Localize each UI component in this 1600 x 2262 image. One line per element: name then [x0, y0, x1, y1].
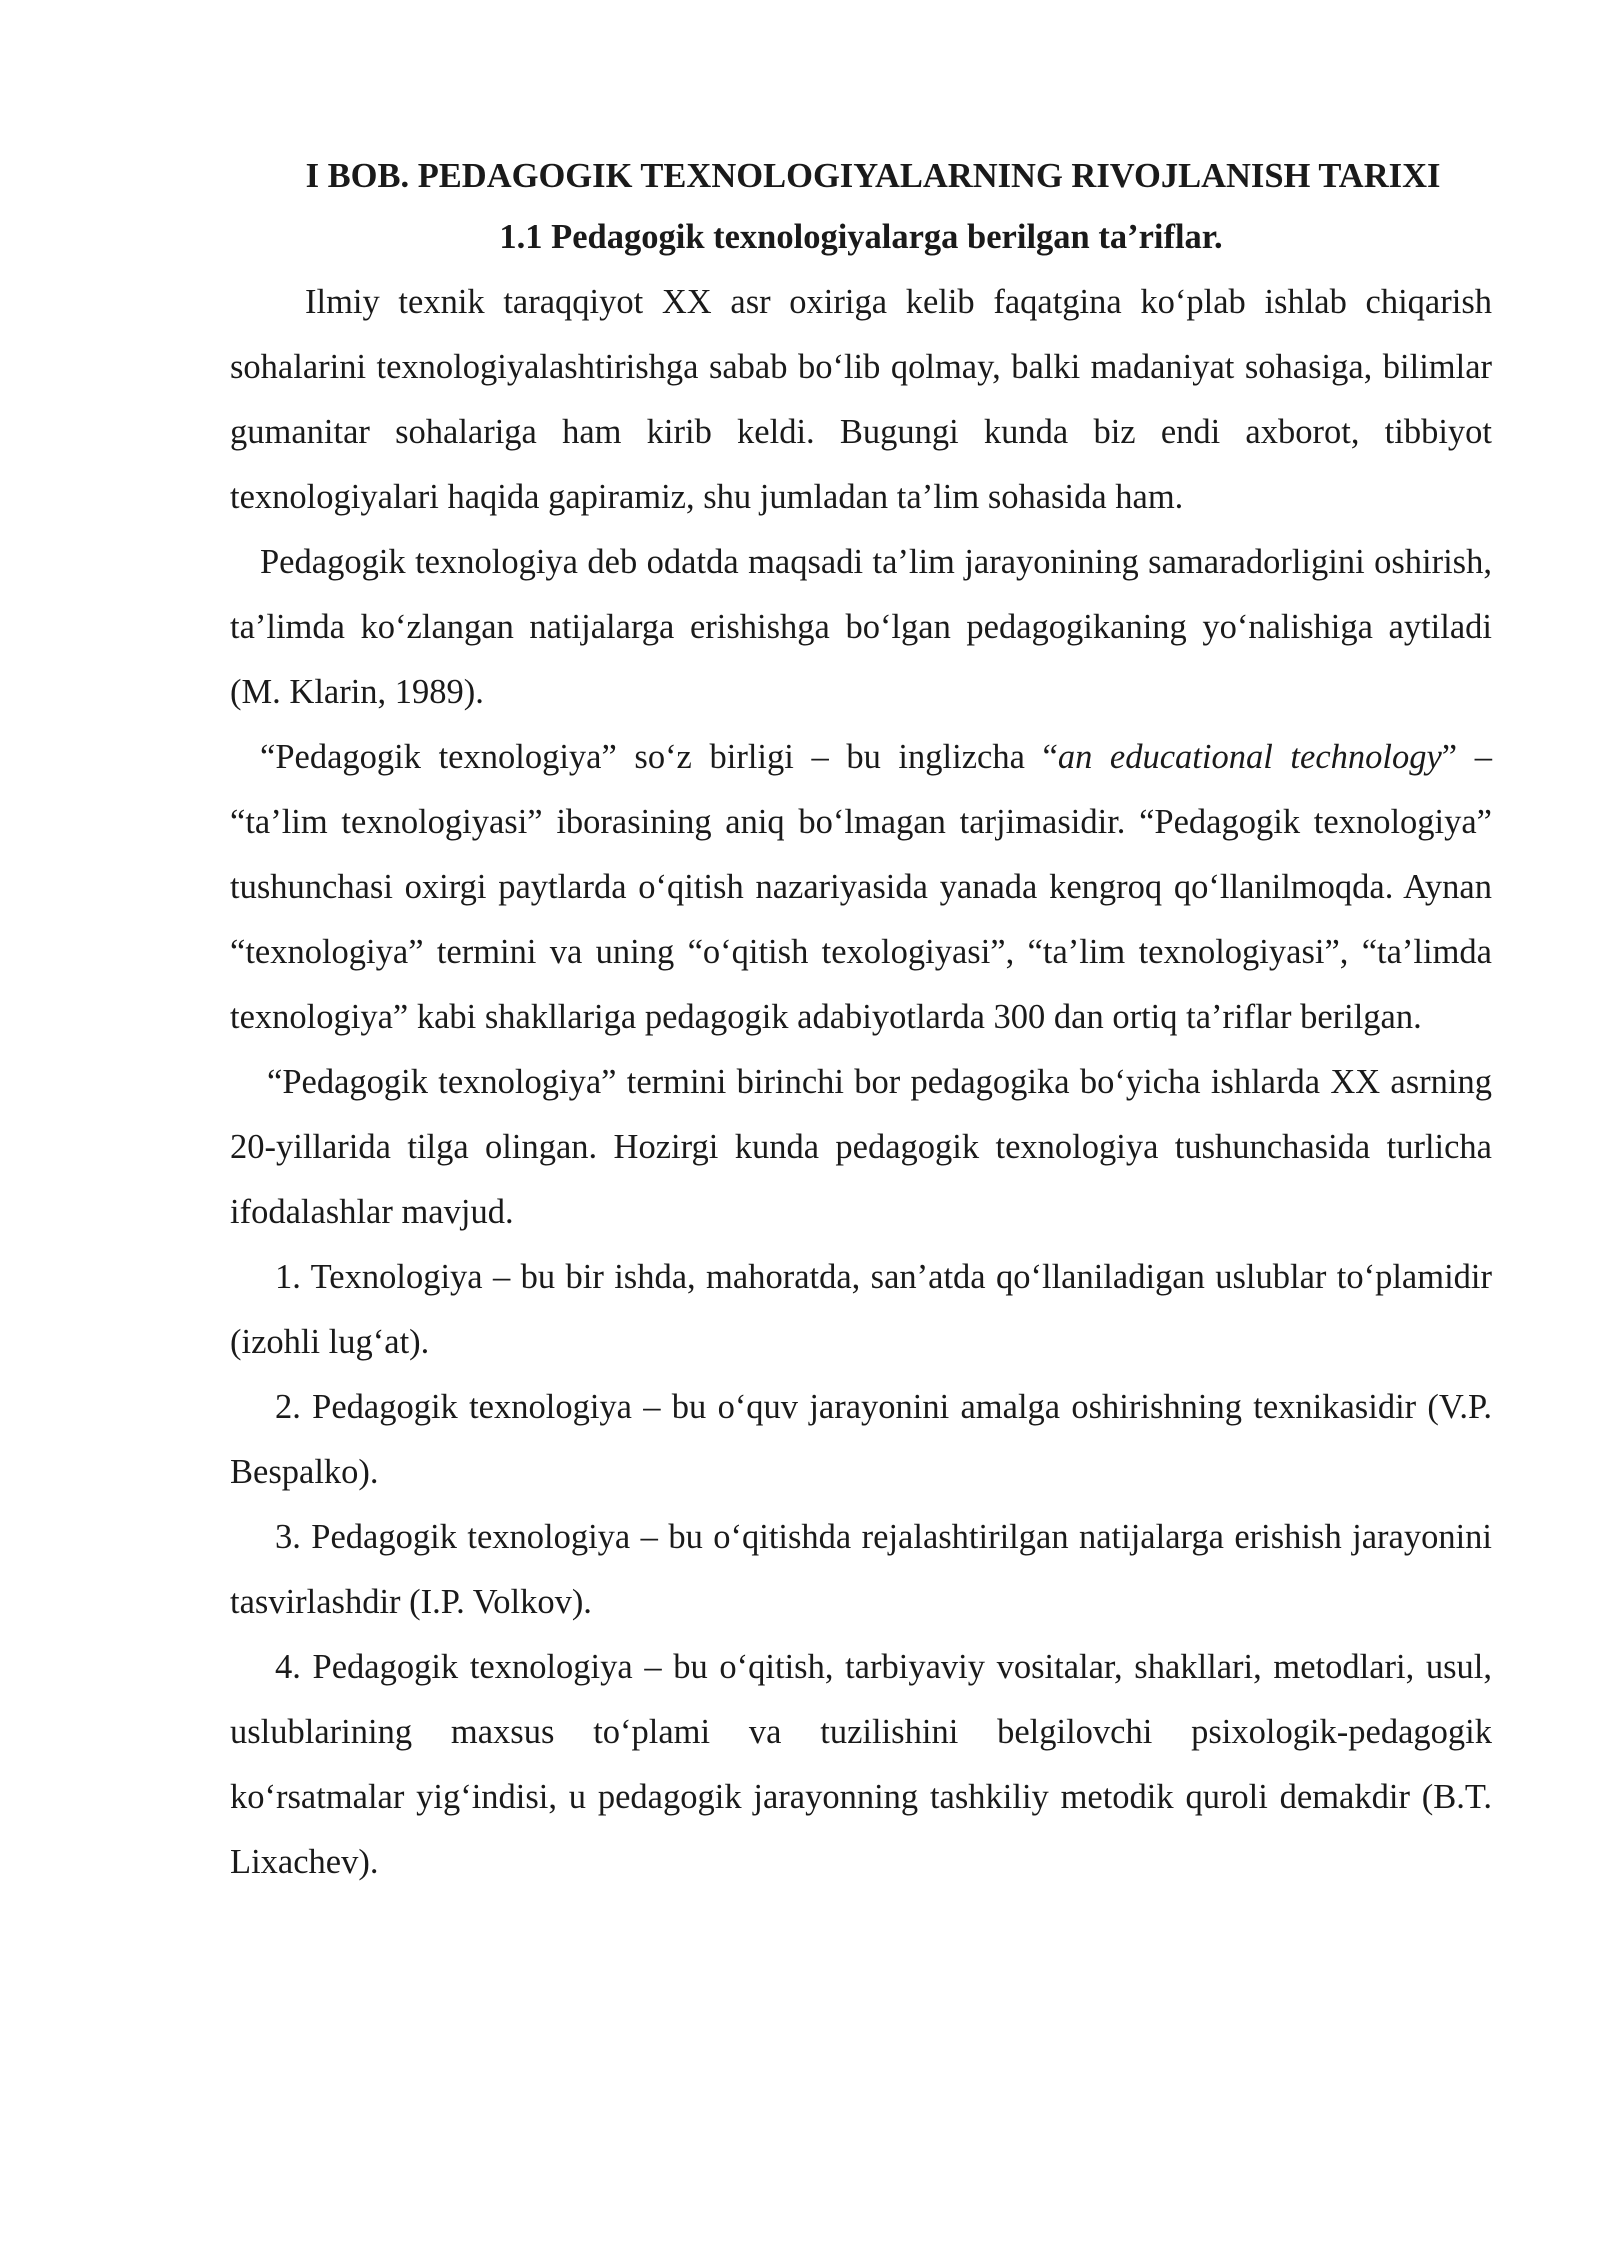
- paragraph-term-text-before: “Pedagogik texnologiya” so‘z birligi – bu inglizcha “: [260, 738, 1058, 776]
- section-title: 1.1 Pedagogik texnologiyalarga berilgan ta’riflar.: [499, 218, 1223, 256]
- paragraph-term-origin: [230, 725, 1492, 1050]
- paragraph-intro: Ilmiy texnik taraqqiyot XX asr oxiriga kelib faqatgina ko‘plab ishlab chiqarish sohalarini texnologiyalashtirishga sabab bo‘lib qolmay, balki madaniyat sohasiga, bilimlar gumanitar sohalariga ham kirib keldi. Bugungi kunda biz endi axborot, tibbiyot texnologiyalari haqida gapiramiz, shu jumladan ta’lim sohasida ham.: [230, 283, 1492, 516]
- document-page: [230, 146, 1492, 1895]
- definition-item-4: 4. Pedagogik texnologiya – bu o‘qitish, tarbiyaviy vositalar, shakllari, metodlari, usul, uslublarining maxsus to‘plami va tuzilishini belgilovchi psixologik-pedagogik ko‘rsatmalar yig‘indisi, u pedagogik jarayonning tashkiliy metodik quroli demakdir (B.T. Lixachev).: [230, 1648, 1492, 1881]
- definition-item-3: 3. Pedagogik texnologiya – bu o‘qitishda rejalashtirilgan natijalarga erishish jarayonini tasvirlashdir (I.P. Volkov).: [230, 1518, 1492, 1621]
- chapter-title: I BOB. PEDAGOGIK TEXNOLOGIYALARNING RIVOJLANISH TARIXI: [305, 157, 1441, 195]
- paragraph-definition-klarin: Pedagogik texnologiya deb odatda maqsadi ta’lim jarayonining samaradorligini oshirish, ta’limda ko‘zlangan natijalarga erishishga bo‘lgan pedagogikaning yo‘nalishiga aytiladi (M. Klarin, 1989).: [230, 543, 1492, 711]
- paragraph-term-text-after: ” – “ta’lim texnologiyasi” iborasining aniq bo‘lmagan tarjimasidir. “Pedagogik texnologiya” tushunchasi oxirgi paytlarda o‘qitish nazariyasida yanada kengroq qo‘llanilmoqda. Aynan “texnologiya” termini va uning “o‘qitish texologiyasi”, “ta’lim texnologiyasi”, “ta’limda texnologiya” kabi shakllariga pedagogik adabiyotlarda 300 dan ortiq ta’riflar berilgan.: [230, 738, 1492, 1036]
- paragraph-term-history: “Pedagogik texnologiya” termini birinchi bor pedagogika bo‘yicha ishlarda XX asrning 20-yillarida tilga olingan. Hozirgi kunda pedagogik texnologiya tushunchasida turlicha ifodalashlar mavjud.: [230, 1063, 1492, 1231]
- definition-item-2: 2. Pedagogik texnologiya – bu o‘quv jarayonini amalga oshirishning texnikasidir (V.P. Bespalko).: [230, 1388, 1492, 1491]
- english-term: an educational technology: [1057, 738, 1442, 776]
- definition-item-1: 1. Texnologiya – bu bir ishda, mahoratda, san’atda qo‘llaniladigan uslublar to‘plamidir (izohli lug‘at).: [230, 1258, 1492, 1361]
